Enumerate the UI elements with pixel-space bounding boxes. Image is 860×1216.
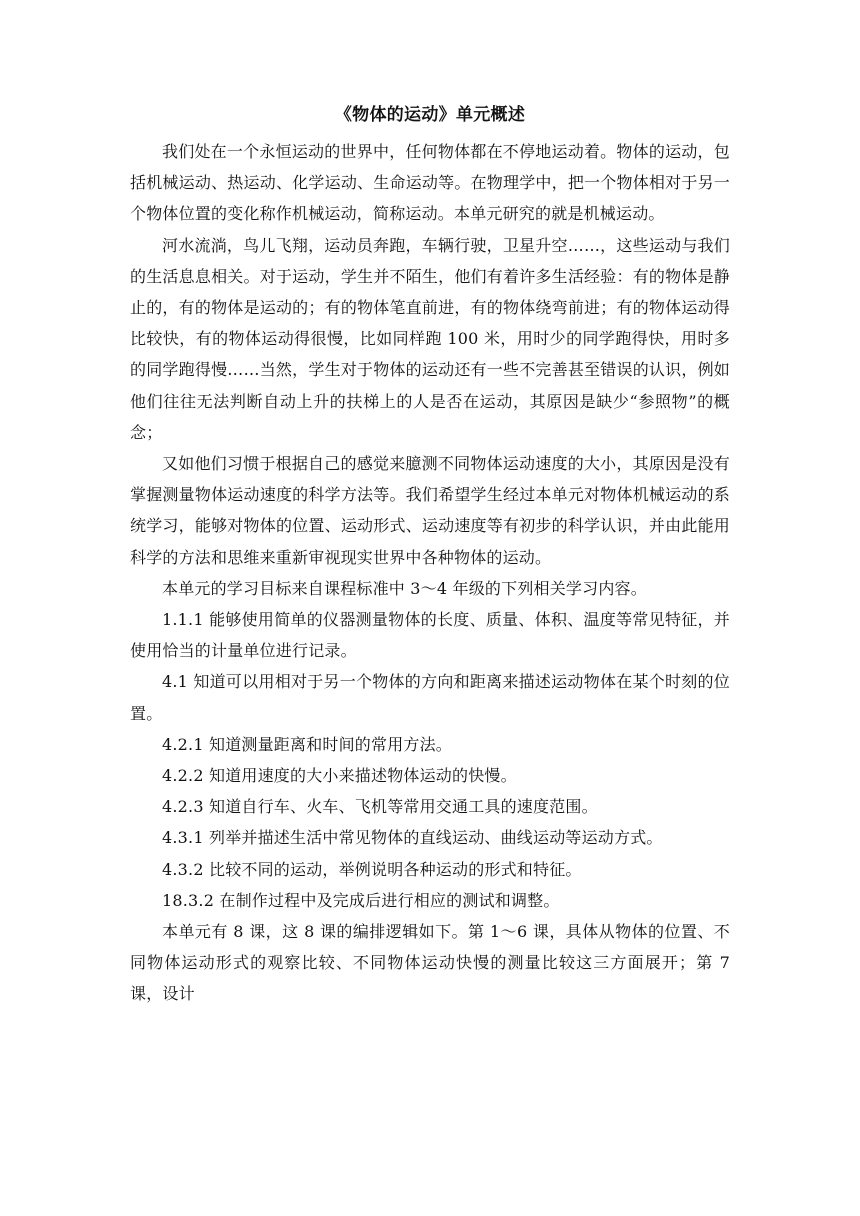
standard-item-4-2-1: 4.2.1 知道测量距离和时间的常用方法。	[162, 734, 452, 754]
standard-item-4-2-3: 4.2.3 知道自行车、火车、飞机等常用交通工具的速度范围。	[162, 797, 598, 817]
paragraph-standards-intro: 本单元的学习目标来自课程标准中 3～4 年级的下列相关学习内容。	[162, 578, 647, 598]
standard-item-18-3-2: 18.3.2 在制作过程中及完成后进行相应的测试和调整。	[162, 890, 560, 910]
paragraph-learning-goal: 又如他们习惯于根据自己的感觉来臆测不同物体运动速度的大小，其原因是没有掌握测量物体运动速度的科学方法等。我们希望学生经过本单元对物体机械运动的系统学习，能够对物体的位置、运动形式、运动速度等有初步的科学认识，并由此能用科学的方法和思维来重新审视现实世界中各种物体的运动。	[130, 454, 730, 567]
document-title: 《物体的运动》单元概述	[334, 105, 526, 125]
standard-item-4-3-2: 4.3.2 比较不同的运动，举例说明各种运动的形式和特征。	[162, 859, 582, 879]
standard-item-4-3-1: 4.3.1 列举并描述生活中常见物体的直线运动、曲线运动等运动方式。	[162, 828, 663, 848]
paragraph-lesson-structure: 本单元有 8 课，这 8 课的编排逻辑如下。第 1～6 课，具体从物体的位置、不同物体运动形式的观察比较、不同物体运动快慢的测量比较这三方面展开；第 7 课，设计	[130, 922, 730, 1004]
paragraph-everyday-motion: 河水流淌，鸟儿飞翔，运动员奔跑，车辆行驶，卫星升空……，这些运动与我们的生活息息相关。对于运动，学生并不陌生，他们有着许多生活经验：有的物体是静止的，有的物体是运动的；有的物体笔直前进，有的物体绕弯前进；有的物体运动得比较快，有的物体运动得很慢，比如同样跑 100 米，用时少的同学跑得快，用时多的同学跑得慢……当然，学生对于物体的运动还有一些不完善甚至错误的认识，例如他们往往无法判断自动上升的扶梯上的人是否在运动，其原因是缺少“参照物”的概念；	[130, 235, 730, 442]
paragraph-intro: 我们处在一个永恒运动的世界中，任何物体都在不停地运动着。物体的运动，包括机械运动、热运动、化学运动、生命运动等。在物理学中，把一个物体相对于另一个物体位置的变化称作机械运动，简称运动。本单元研究的就是机械运动。	[130, 142, 730, 224]
standard-item-1-1-1: 1.1.1 能够使用简单的仪器测量物体的长度、质量、体积、温度等常见特征，并使用恰当的计量单位进行记录。	[130, 610, 730, 661]
standard-item-4-1: 4.1 知道可以用相对于另一个物体的方向和距离来描述运动物体在某个时刻的位置。	[130, 672, 730, 723]
document-body	[130, 100, 730, 1010]
standard-item-4-2-2: 4.2.2 知道用速度的大小来描述物体运动的快慢。	[162, 766, 517, 786]
